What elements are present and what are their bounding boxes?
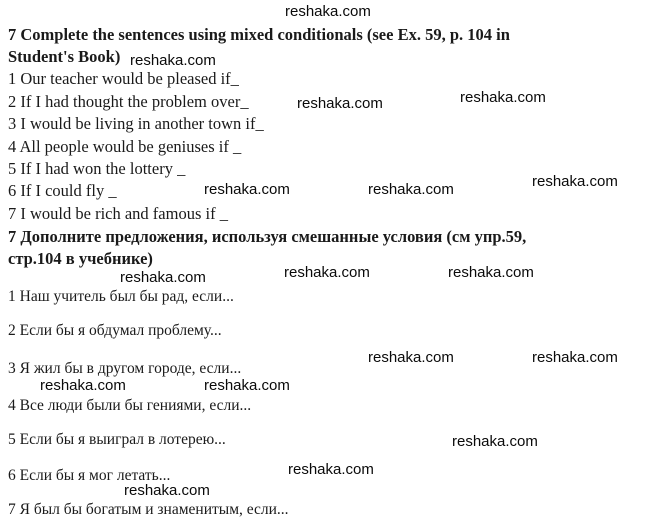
exercise-heading-ru-cont: стр.104 в учебнике) <box>8 249 153 268</box>
sentence-ru-1: 1 Наш учитель был бы рад, если... <box>8 288 234 305</box>
watermark: reshaka.com <box>288 461 374 478</box>
sentence-ru-7: 7 Я был бы богатым и знаменитым, если... <box>8 501 289 518</box>
exercise-heading-ru: 7 Дополните предложения, используя смешанные условия (см упр.59, <box>8 227 527 246</box>
sentence-ru-2: 2 Если бы я обдумал проблему... <box>8 322 222 339</box>
watermark: reshaka.com <box>448 264 534 281</box>
exercise-heading-en: 7 Complete the sentences using mixed conditionals (see Ex. 59, p. 104 in <box>8 25 510 44</box>
sentence-en-6: 6 If I could fly _ <box>8 181 117 200</box>
sentence-en-2: 2 If I had thought the problem over_ <box>8 92 249 111</box>
watermark: reshaka.com <box>204 181 290 198</box>
watermark: reshaka.com <box>452 433 538 450</box>
watermark: reshaka.com <box>460 89 546 106</box>
watermark: reshaka.com <box>124 482 210 499</box>
watermark: reshaka.com <box>130 52 216 69</box>
exercise-heading-en-cont: Student's Book) <box>8 47 121 66</box>
watermark: reshaka.com <box>368 181 454 198</box>
sentence-en-1: 1 Our teacher would be pleased if_ <box>8 69 239 88</box>
watermark: reshaka.com <box>40 377 126 394</box>
watermark: reshaka.com <box>297 95 383 112</box>
sentence-ru-4: 4 Все люди были бы гениями, если... <box>8 397 252 414</box>
sentence-en-4: 4 All people would be geniuses if _ <box>8 137 242 156</box>
watermark: reshaka.com <box>120 269 206 286</box>
watermark: reshaka.com <box>532 349 618 366</box>
sentence-en-5: 5 If I had won the lottery _ <box>8 159 186 178</box>
sentence-en-3: 3 I would be living in another town if_ <box>8 114 264 133</box>
watermark: reshaka.com <box>368 349 454 366</box>
sentence-en-7: 7 I would be rich and famous if _ <box>8 204 228 223</box>
watermark: reshaka.com <box>284 264 370 281</box>
sentence-ru-6: 6 Если бы я мог летать... <box>8 467 171 484</box>
sentence-ru-5: 5 Если бы я выиграл в лотерею... <box>8 431 226 448</box>
watermark: reshaka.com <box>204 377 290 394</box>
sentence-ru-3: 3 Я жил бы в другом городе, если... <box>8 360 242 377</box>
watermark: reshaka.com <box>532 173 618 190</box>
watermark-top: reshaka.com <box>285 3 371 20</box>
